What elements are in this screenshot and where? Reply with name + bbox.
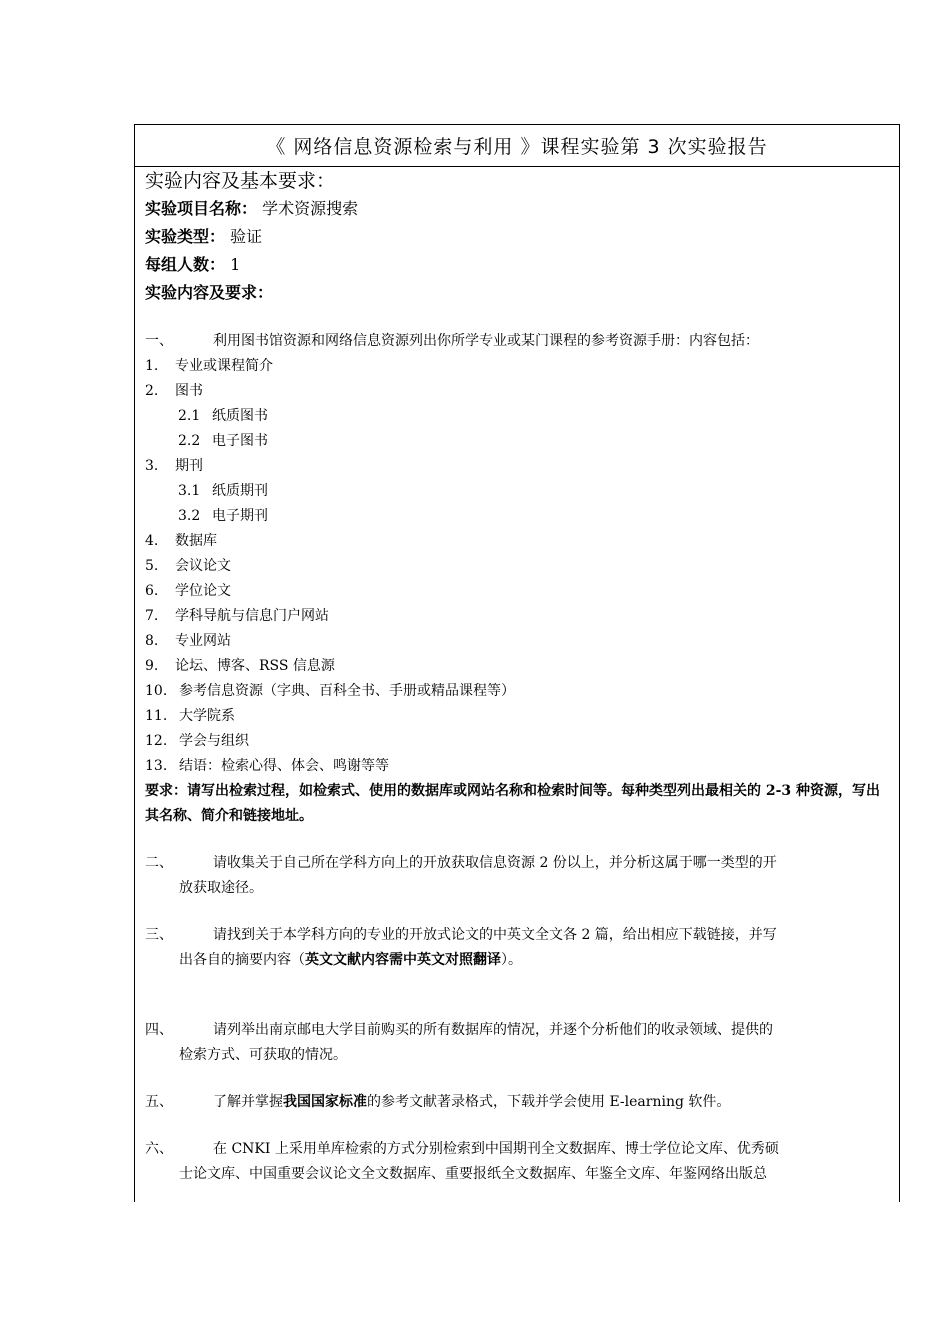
sub-list-item: 3.2 电子期刊 [178, 508, 268, 524]
list-item: 1. 专业或课程简介 [145, 358, 273, 374]
list-item: 6. 学位论文 [145, 583, 231, 599]
report-title: 《 网络信息资源检索与利用 》课程实验第 3 次实验报告 [135, 125, 899, 167]
list-item: 10. 参考信息资源（字典、百科全书、手册或精品课程等） [145, 683, 515, 699]
meta-content-label: 实验内容及要求： [145, 283, 274, 302]
report-content [135, 167, 899, 1187]
list-item: 11. 大学院系 [145, 708, 235, 724]
task-1: 一、 利用图书馆资源和网络信息资源列出你所学专业或某门课程的参考资源手册：内容包括： [145, 333, 759, 349]
list-item: 8. 专业网站 [145, 633, 231, 649]
task-2: 二、 请收集关于自己所在学科方向上的开放获取信息资源 2 份以上，并分析这属于哪一类型的开 放获取途径。 [145, 855, 777, 896]
section-heading: 实验内容及基本要求： [145, 170, 336, 192]
meta-type: 实验类型： 验证 [145, 227, 263, 246]
task-5: 五、 了解并掌握我国国家标准的参考文献著录格式，下载并学会使用 E-learning 软件。 [145, 1094, 731, 1110]
sub-list-item: 2.2 电子图书 [178, 433, 268, 449]
list-item: 12. 学会与组织 [145, 733, 249, 749]
meta-project-name: 实验项目名称： 学术资源搜索 [145, 199, 359, 218]
list-item: 4. 数据库 [145, 533, 217, 549]
report-table [134, 124, 900, 1202]
meta-group-size: 每组人数： 1 [145, 255, 241, 274]
list-item: 2. 图书 [145, 383, 203, 399]
list-item: 5. 会议论文 [145, 558, 231, 574]
list-item: 9. 论坛、博客、RSS 信息源 [145, 658, 335, 674]
list-item: 7. 学科导航与信息门户网站 [145, 608, 329, 624]
task-4: 四、 请列举出南京邮电大学目前购买的所有数据库的情况，并逐个分析他们的收录领域、提供的 检索方式、可获取的情况。 [145, 1022, 773, 1063]
task-1-requirement: 要求：请写出检索过程，如检索式、使用的数据库或网站名称和检索时间等。每种类型列出最相关的 2-3 种资源，写出其名称、简介和链接地址。 [145, 783, 881, 824]
list-item: 3. 期刊 [145, 458, 203, 474]
sub-list-item: 2.1 纸质图书 [178, 408, 268, 424]
task-6: 六、 在 CNKI 上采用单库检索的方式分别检索到中国期刊全文数据库、博士学位论文库、优秀硕 士论文库、中国重要会议论文全文数据库、重要报纸全文数据库、年鉴全文库、年鉴网络出版总 [145, 1141, 779, 1182]
task-1-list [145, 354, 889, 779]
sub-list-item: 3.1 纸质期刊 [178, 483, 268, 499]
list-item: 13. 结语：检索心得、体会、鸣谢等等 [145, 758, 389, 774]
task-3: 三、 请找到关于本学科方向的专业的开放式论文的中英文全文各 2 篇，给出相应下载链接，并写 出各自的摘要内容（英文文献内容需中英文对照翻译）。 [145, 927, 777, 968]
